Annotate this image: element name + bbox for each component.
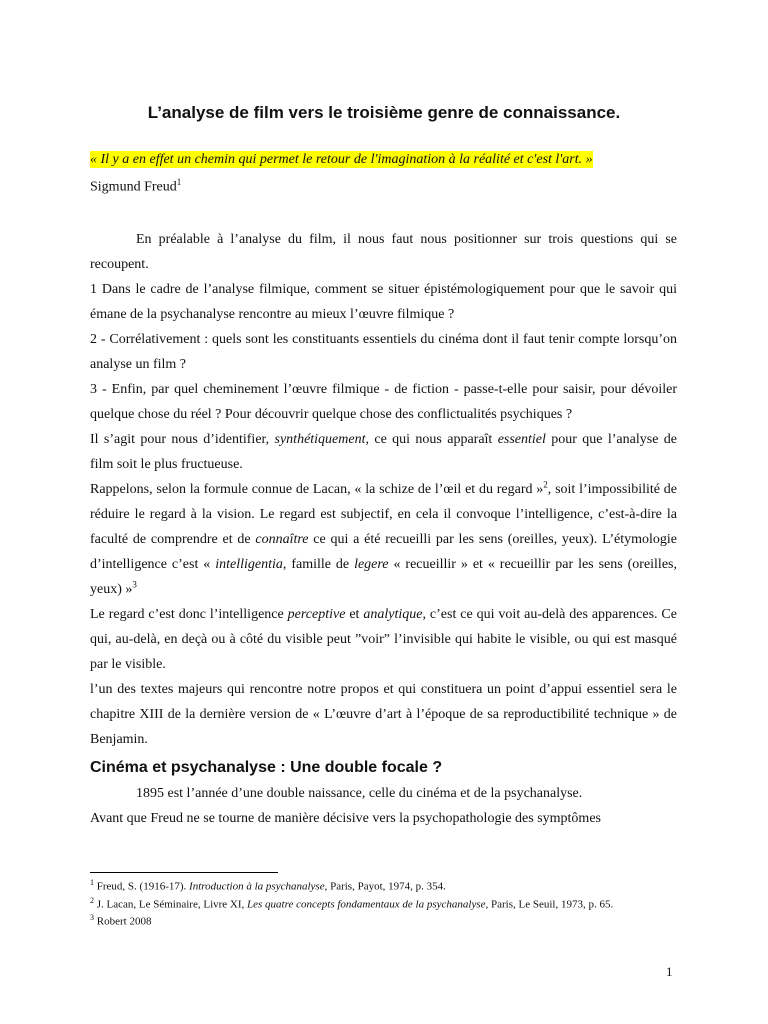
paragraph-question-2: 2 - Corrélativement : quels sont les constituants essentiels du cinéma dont il faut tenir compte lorsqu’on analyse un film ? — [90, 332, 677, 372]
text-run: ce qui a été recueilli par les sens (oreilles, yeux). L’étymologie d’intelligence c’est « — [90, 532, 677, 572]
italic-term: synthétiquement — [274, 432, 366, 447]
text-run: , famille de — [282, 557, 355, 572]
paragraph-intro: En préalable à l’analyse du film, il nous faut nous positionner sur trois questions qui se recoupent. — [90, 232, 677, 272]
text-run: Rappelons, selon la formule connue de Lacan, « la schize de l’œil et du regard » — [90, 482, 544, 497]
paragraph-freud: Avant que Freud ne se tourne de manière décisive vers la psychopathologie des symptômes — [90, 811, 601, 826]
footnote-number: 2 — [90, 895, 94, 905]
paragraph-lacan — [90, 477, 677, 602]
text-run: , ce qui nous apparaît — [365, 432, 498, 447]
footnote-number: 3 — [90, 913, 94, 923]
footnote-ref-2[interactable]: 2 — [543, 479, 548, 490]
epigraph-author — [90, 177, 181, 196]
text-run: et — [345, 607, 364, 622]
footnote-ref-3[interactable]: 3 — [132, 579, 137, 590]
paragraph-1895: 1895 est l’année d’une double naissance, celle du cinéma et de la psychanalyse. — [136, 786, 583, 801]
epigraph-quote — [90, 152, 665, 168]
text-run: , Paris, Le Seuil, 1973, p. 65. — [485, 898, 614, 911]
text-run: Le regard c’est donc l’intelligence — [90, 607, 288, 622]
italic-term: legere — [354, 557, 389, 572]
section-heading: Cinéma et psychanalyse : Une double focale ? — [90, 759, 443, 776]
footnote-separator — [90, 872, 278, 873]
paragraph-benjamin: l’un des textes majeurs qui rencontre notre propos et qui constituera un point d’appui essentiel sera le chapitre XIII de la dernière version de « L’œuvre d’art à l’époque de sa reproductibilité technique » de Benjamin. — [90, 682, 677, 747]
text-run: « recueillir » et « recueillir par les sens (oreilles, yeux) » — [90, 557, 677, 597]
footnote-number: 1 — [90, 878, 94, 887]
body-text — [90, 227, 677, 831]
footnote-2 — [90, 894, 677, 912]
text-run: J. Lacan, Le Séminaire, Livre XI, — [94, 898, 248, 911]
italic-title: Les quatre concepts fondamentaux de la psychanalyse — [247, 898, 486, 911]
footnote-1 — [90, 876, 677, 894]
footnote-ref-1[interactable]: 1 — [176, 177, 182, 187]
text-run: , c’est ce qui voit au-delà des apparences. Ce qui, au-delà, en deçà ou à côté du visible peut ”voir” l’invisible qui habite le visible, ou qui est masqué par le visible. — [90, 607, 677, 672]
footnote-3 — [90, 911, 677, 929]
paragraph-identify — [90, 427, 677, 477]
italic-title: Introduction à la psychanalyse — [189, 880, 325, 893]
text-run: , soit l’impossibilité de réduire le regard à la vision. Le regard est subjectif, en cela il convoque l’intelligence, c’est-à-dire la faculté de comprendre et de — [90, 482, 677, 547]
text-run: Freud, S. (1916-17). — [94, 880, 190, 893]
paragraph-regard — [90, 602, 677, 677]
paragraph-question-1: 1 Dans le cadre de l’analyse filmique, comment se situer épistémologiquement pour que le savoir qui émane de la psychanalyse rencontre au mieux l’œuvre filmique ? — [90, 282, 677, 322]
text-run: Il s’agit pour nous d’identifier, — [90, 432, 275, 447]
italic-term: analytique — [363, 607, 423, 622]
text-run: Robert 2008 — [94, 915, 152, 928]
italic-term: essentiel — [497, 432, 546, 447]
document-title: L’analyse de film vers le troisième genre de connaissance. — [147, 103, 621, 122]
italic-term: intelligentia — [215, 557, 283, 572]
author-name: Sigmund Freud — [90, 179, 177, 195]
italic-term: connaître — [255, 532, 309, 547]
paragraph-question-3: 3 - Enfin, par quel cheminement l’œuvre filmique - de fiction - passe-t-elle pour saisir, pour dévoiler quelque chose du réel ? Pour découvrir quelque chose des conflictualités psychiques ? — [90, 382, 677, 422]
text-run: , Paris, Payot, 1974, p. 354. — [324, 880, 446, 893]
italic-term: perceptive — [287, 607, 346, 622]
epigraph-highlight: « Il y a en effet un chemin qui permet le retour de l'imagination à la réalité et c'est l'art. » — [90, 152, 593, 167]
page-number: 1 — [666, 964, 673, 979]
footnotes — [90, 876, 677, 929]
text-run: pour que l’analyse de film soit le plus fructueuse. — [90, 432, 677, 472]
